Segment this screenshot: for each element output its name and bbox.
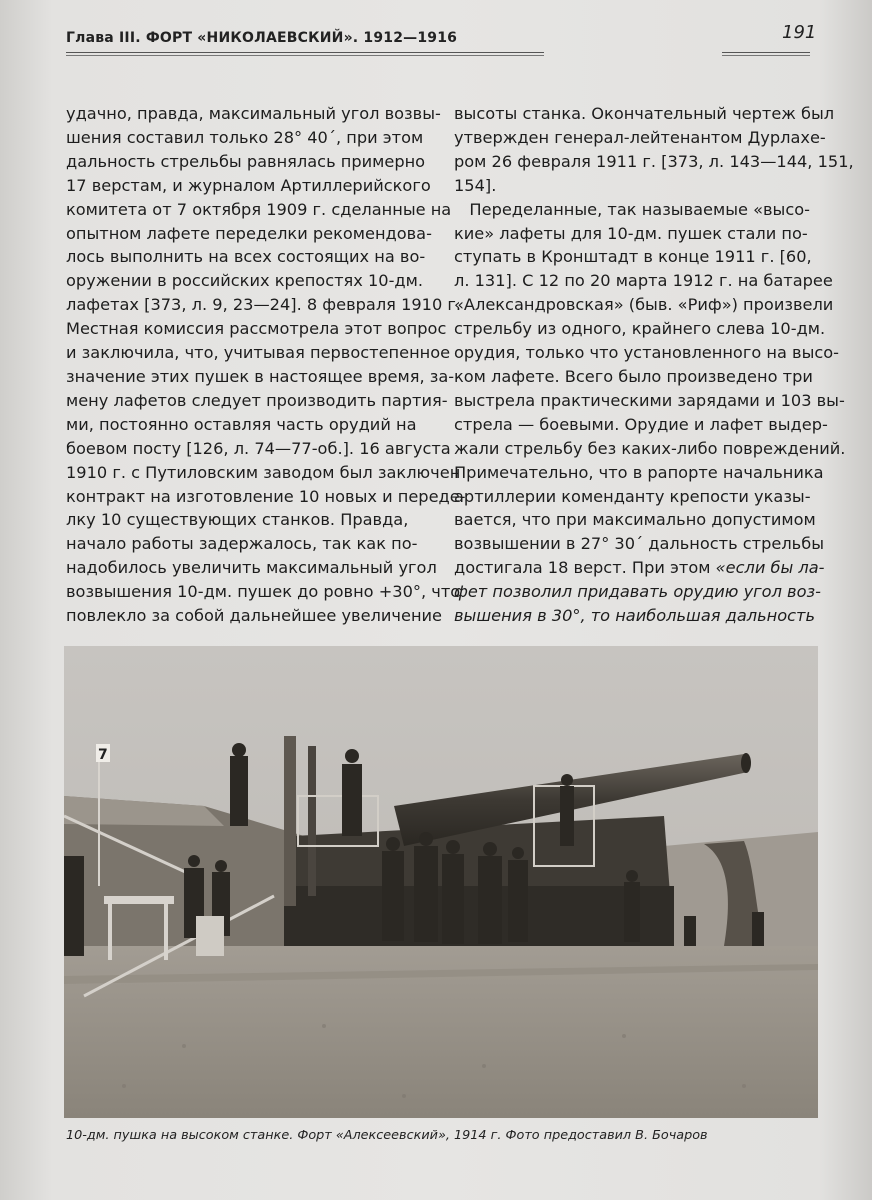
text-line [454, 556, 825, 580]
text-line: Местная комиссия рассмотрела этот вопрос [66, 319, 447, 339]
text-line: утвержден генерал-лейтенантом Дурлахе- [454, 127, 826, 147]
text-line: дальность стрельбы равнялась примерно [66, 151, 426, 171]
text-line: удачно, правда, максимальный угол возвы- [66, 104, 441, 123]
text-line: жали стрельбу без каких-либо повреждений. [454, 438, 846, 458]
text-line: 154]. [454, 175, 497, 195]
text-line: шения составил только 28° 40´, при этом [66, 127, 424, 147]
text-line: контракт на изготовление 10 новых и переде- [66, 486, 466, 506]
text-line: ром 26 февраля 1911 г. [373, л. 143—144, 151, [454, 151, 854, 171]
left-text-column [66, 102, 466, 628]
right-text-column [454, 102, 854, 628]
text-line: 17 верстам, и журналом Артиллерийского [66, 175, 431, 195]
text-line: вается, что при максимально допустимом [454, 510, 816, 530]
text-line: возвышения 10-дм. пушек до ровно +30°, что [66, 582, 461, 602]
photo-caption: 10-дм. пушка на высоком станке. Форт «Алексеевский», 1914 г. Фото предоставил В. Бочаров [66, 1128, 708, 1143]
text-line: стрельбу из одного, крайнего слева 10-дм. [454, 319, 826, 339]
quote-segment: «если бы ла- [715, 558, 825, 578]
text-line: 1910 г. с Путиловским заводом был заключен [66, 462, 461, 482]
header-rule-left-secondary [66, 55, 544, 56]
text-line: л. 131]. С 12 по 20 марта 1912 г. на батарее [454, 271, 833, 291]
running-head: Глава III. ФОРТ «НИКОЛАЕВСКИЙ». 1912—1916 [66, 30, 458, 46]
text-line: выстрела практическими зарядами и 103 вы- [454, 390, 845, 410]
text-line: лось выполнить на всех состоящих на во- [66, 247, 426, 267]
text-line: начало работы задержалось, так как по- [66, 534, 418, 554]
photo-marker-digit: 7 [98, 747, 108, 763]
text-line: высоты станка. Окончательный чертеж был [454, 104, 835, 123]
text-line: значение этих пушек в настоящее время, за- [66, 366, 455, 386]
header-rule-left [66, 52, 544, 53]
quote-line: фет позволил придавать орудию угол воз- [454, 582, 821, 602]
text-line: Примечательно, что в рапорте начальника [454, 462, 824, 482]
text-line: повлекло за собой дальнейшее увеличение [66, 606, 443, 626]
text-line: мену лафетов следует производить партия- [66, 390, 448, 410]
text-line: оружении в российских крепостях 10-дм. [66, 271, 423, 291]
text-line: возвышении в 27° 30´ дальность стрельбы [454, 534, 824, 554]
text-line: комитета от 7 октября 1909 г. сделанные на [66, 199, 452, 219]
text-segment: достигала 18 верст. При этом [454, 558, 711, 578]
historical-photo [64, 646, 818, 1118]
text-line: артиллерии коменданту крепости указы- [454, 486, 811, 506]
header-rule-right [722, 52, 810, 53]
text-line: опытном лафете переделки рекомендова- [66, 223, 432, 243]
text-line: лку 10 существующих станков. Правда, [66, 510, 409, 530]
text-line: ком лафете. Всего было произведено три [454, 366, 813, 386]
text-line: «Александровская» (быв. «Риф») произвели [454, 295, 834, 315]
text-line: кие» лафеты для 10-дм. пушек стали по- [454, 223, 808, 243]
text-line: стрела — боевыми. Орудие и лафет выдер- [454, 414, 828, 434]
text-line: орудия, только что установленного на высо- [454, 343, 839, 363]
text-line: лафетах [373, л. 9, 23—24]. 8 февраля 1910 г. [66, 295, 462, 315]
text-line: надобилось увеличить максимальный угол [66, 558, 437, 578]
text-line: ступать в Кронштадт в конце 1911 г. [60, [454, 247, 812, 267]
header-rule-right-secondary [722, 55, 810, 56]
text-line: боевом посту [126, л. 74—77-об.]. 16 августа [66, 438, 451, 458]
text-line: ми, постоянно оставляя часть орудий на [66, 414, 417, 434]
quote-line: вышения в 30°, то наибольшая дальность [454, 606, 815, 626]
text-line: и заключила, что, учитывая первостепенное [66, 343, 451, 363]
text-line: Переделанные, так называемые «высо- [454, 199, 810, 219]
page-number: 191 [782, 22, 817, 43]
